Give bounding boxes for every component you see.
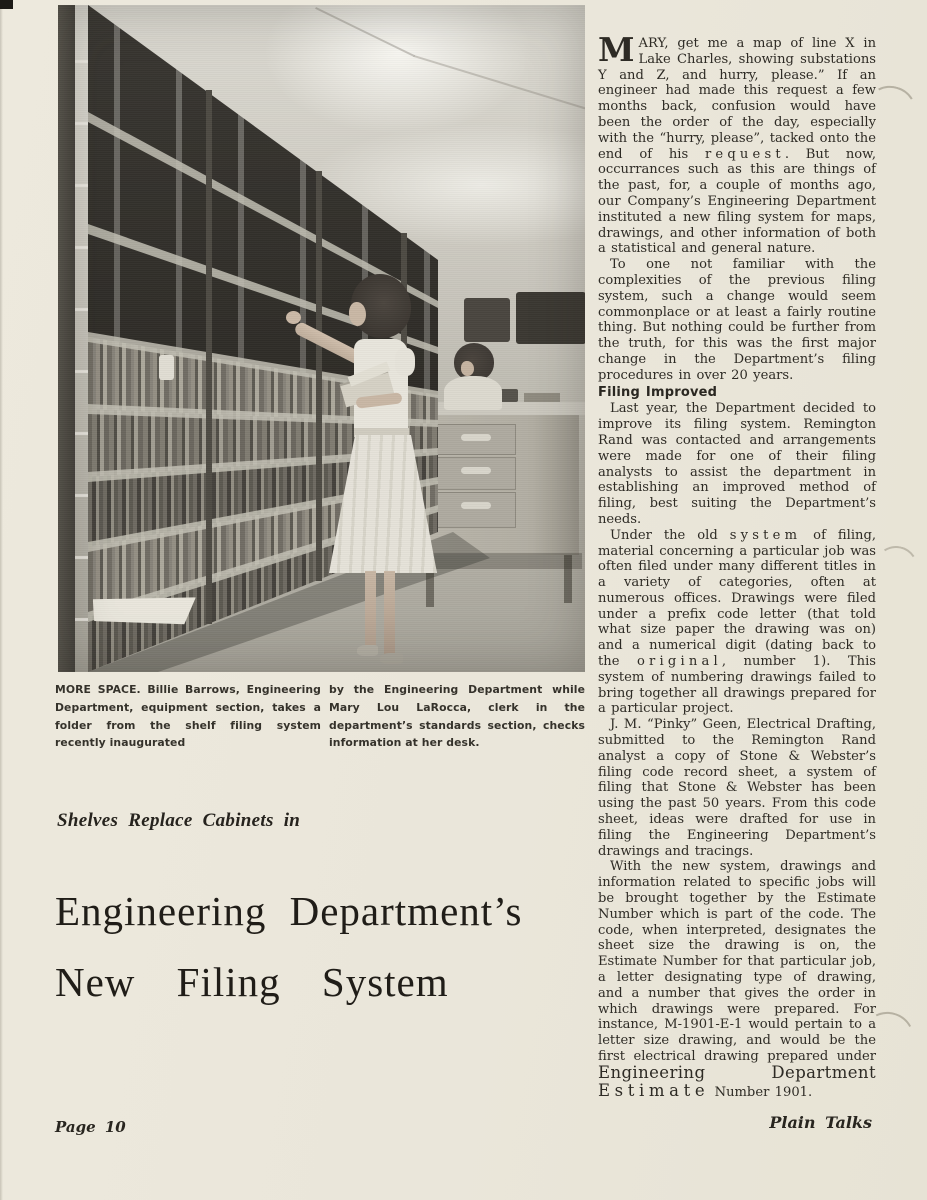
section-heading: Filing Improved	[598, 384, 718, 400]
text-run: . But now, occurrances such as this are things of the past, for, a couple of months ago, our Company’s Engineering Department instituted a new filing system for maps, drawings, and other information of both a statistical and general nature.	[598, 146, 876, 257]
drop-cap: M	[598, 30, 635, 69]
text-run: of filing, material concerning a particular job was often filed under many different titles in a variety of categories, often at numerous offices. Drawings were filed under a prefix code letter (that told what size paper the drawing was on) and a numerical digit (dating back to the	[598, 527, 877, 670]
text-run: ARY, get me a map of line X in Lake Charles, showing substations Y and Z, and hurry, please.” If an engineer had made this request a few months back, confusion would have been the order of the day, especially with the “hurry, please”, tacked onto the end of his	[598, 36, 876, 162]
photo-caption-left: MORE SPACE. Billie Barrows, Engineering Department, equipment section, takes a folder from the shelf filing system recently inaugurated	[55, 683, 321, 750]
article-body	[598, 30, 877, 1100]
text-run-spaced: system	[729, 527, 802, 543]
text-run: With the new system, drawings and information related to specific jobs will be brought together by the Estimate Number which is part of the code. The code, when interpreted, designates the sheet size the drawing is on, the Estimate Number for that particular job, a letter designating type of drawing, and a number that gives the order in which drawings were prepared. For instance, M-1901-E-1 would pertain to a letter size drawing, and would be the first electrical drawing prepared under	[598, 859, 876, 1064]
text-run: Last year, the Department decided to improve its filing system. Remington Rand was contacted and arrangements were made for one of their filing analysts to assist the department in establishing an improved method of filing, best suiting the Department’s needs.	[598, 401, 876, 527]
text-run-large: Engineering Department	[598, 1062, 876, 1082]
scan-arc-mark	[870, 542, 922, 594]
text-run: Under the old	[610, 527, 730, 543]
text-run-spaced: request	[704, 146, 785, 162]
publication-name: Plain Talks	[769, 1113, 872, 1132]
text-run-large-spaced: Estimate	[598, 1080, 710, 1100]
text-run-spaced: original	[636, 654, 722, 670]
paragraph	[598, 859, 876, 1100]
paragraph	[598, 717, 876, 859]
page-number: Page 10	[55, 1118, 126, 1136]
text-run: To one not familiar with the complexities of the previous filing system, such a change would seem commonplace or at least a fairly routine thing. But nothing could be further from the truth, for this was the first major change in the Department’s filing procedures in over 20 years.	[598, 257, 876, 383]
photo-caption-right: by the Engineering Department while Mary Lou LaRocca, clerk in the department’s standards section, checks information at her desk.	[329, 683, 585, 750]
article-photo	[58, 5, 585, 672]
scan-corner-mark	[0, 0, 13, 9]
paragraph	[598, 257, 876, 383]
text-run: , number 1). This system of numbering drawings failed to bring together all drawings prepared for a particular project.	[598, 654, 876, 717]
paragraph	[598, 528, 876, 718]
page-edge-shading	[0, 0, 3, 1200]
text-run: J. M. “Pinky” Geen, Electrical Drafting, submitted to the Remington Rand analyst a copy of Stone & Webster’s filing code record sheet, a system of filing that Stone & Webster has been using the past 50 years. From this code sheet, ideas were drafted for use in filing the Engineering Department’s drawings and tracings.	[598, 717, 876, 859]
paragraph	[598, 401, 876, 527]
article-kicker: Shelves Replace Cabinets in	[57, 810, 301, 831]
photo-vignette	[58, 5, 585, 672]
article-title-line1: Engineering Department’s	[55, 888, 523, 934]
paragraph	[598, 30, 876, 257]
text-run: Number 1901.	[709, 1084, 813, 1100]
article-title-line2: New Filing System	[55, 959, 449, 1005]
article-title	[55, 876, 575, 1018]
